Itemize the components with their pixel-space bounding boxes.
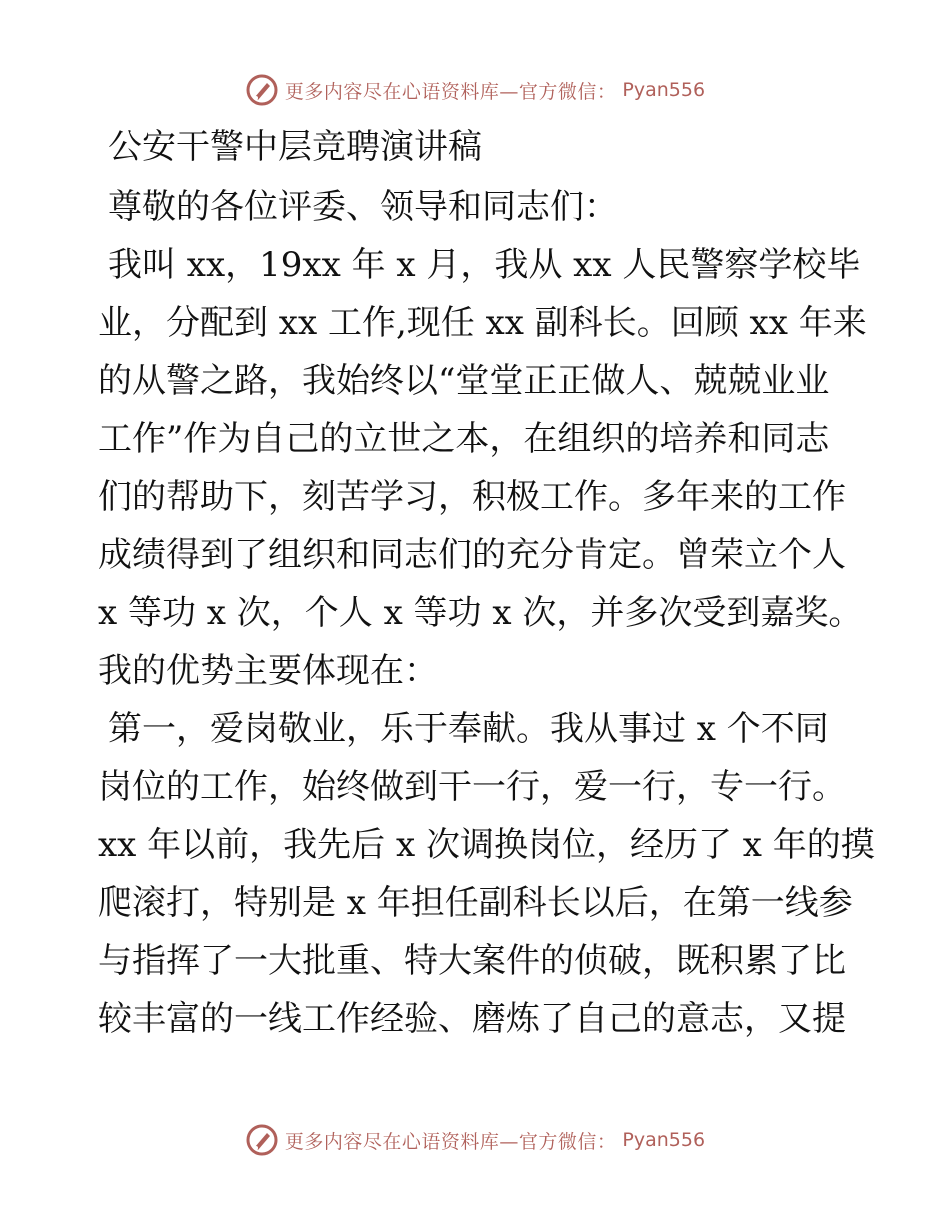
- paragraph-line: 我叫 xx，19xx 年 x 月，我从 xx 人民警察学校毕: [108, 245, 861, 285]
- logo-icon: [245, 73, 279, 107]
- paragraph-2: [98, 700, 875, 1048]
- watermark-text: 更多内容尽在心语资料库—官方微信：: [284, 80, 617, 103]
- paragraph-line: 岗位的工作，始终做到干一行，爱一行，专一行。: [98, 767, 846, 807]
- watermark-wechat-id: Pyan556: [622, 1129, 706, 1151]
- document-title: 公安干警中层竞聘演讲稿: [108, 127, 482, 167]
- watermark-wechat-id: Pyan556: [622, 79, 706, 101]
- paragraph-line: 第一，爱岗敬业，乐于奉献。我从事过 x 个不同: [108, 709, 829, 749]
- footer-watermark: [0, 1120, 950, 1160]
- paragraph-line: 与指挥了一大批重、特大案件的侦破，既积累了比: [98, 941, 846, 981]
- paragraph-line: xx 年以前，我先后 x 次调换岗位，经历了 x 年的摸: [98, 825, 875, 865]
- paragraph-line: 工作”作为自己的立世之本，在组织的培养和同志: [98, 419, 830, 459]
- paragraph-line: 的从警之路，我始终以“堂堂正正做人、兢兢业业: [98, 361, 830, 401]
- paragraph-line: 较丰富的一线工作经验、磨炼了自己的意志，又提: [98, 999, 846, 1039]
- paragraph-line: 成绩得到了组织和同志们的充分肯定。曾荣立个人: [98, 535, 846, 575]
- watermark-text: 更多内容尽在心语资料库—官方微信：: [284, 1130, 617, 1153]
- logo-icon: [245, 1123, 279, 1157]
- paragraph-line: 我的优势主要体现在：: [98, 651, 438, 691]
- paragraph-line: 业，分配到 xx 工作,现任 xx 副科长。回顾 xx 年来: [98, 303, 867, 343]
- document-body: [98, 118, 875, 1048]
- paragraph-1: [98, 236, 867, 700]
- paragraph-line: 爬滚打，特别是 x 年担任副科长以后，在第一线参: [98, 883, 853, 923]
- paragraph-line: 们的帮助下，刻苦学习，积极工作。多年来的工作: [98, 477, 846, 517]
- salutation: 尊敬的各位评委、领导和同志们：: [108, 187, 618, 227]
- paragraph-line: x 等功 x 次，个人 x 等功 x 次，并多次受到嘉奖。: [98, 593, 863, 633]
- header-watermark: [0, 70, 950, 110]
